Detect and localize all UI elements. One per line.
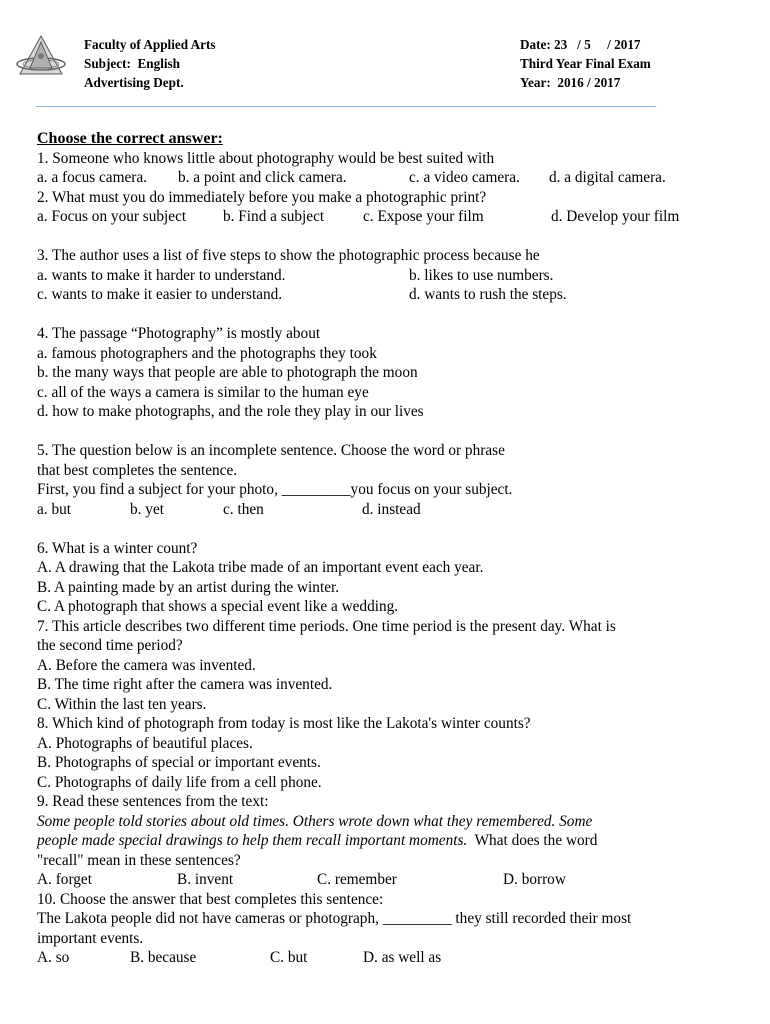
question-10-sentence: The Lakota people did not have cameras or photograph, _________ they still recorded their most [37, 910, 632, 927]
option: c. a video camera. [409, 169, 520, 186]
instructions-title: Choose the correct answer: [37, 130, 223, 147]
question-5-sentence: First, you find a subject for your photo, _________you focus on your subject. [37, 481, 513, 498]
option: d. instead [362, 500, 421, 518]
option: c. then [223, 500, 264, 518]
option: d. Develop your film [551, 208, 680, 225]
option: b. yet [130, 500, 164, 518]
question-5: 5. The question below is an incomplete sentence. Choose the word or phrase [37, 442, 505, 459]
question-9-quote: Some people told stories about old times. Others wrote down what they remembered. Some [37, 812, 593, 830]
question-1-options [37, 168, 762, 188]
option: C. Photographs of daily life from a cell phone. [37, 773, 322, 791]
question-2-options [37, 207, 762, 227]
academic-year: Year: 2016 / 2017 [520, 75, 621, 90]
faculty-name: Faculty of Applied Arts [84, 37, 216, 52]
question-5-line: that best completes the sentence. [37, 461, 238, 479]
option: a. wants to make it harder to understand. [37, 266, 286, 284]
option: B. invent [177, 871, 234, 888]
question-5-options [37, 500, 762, 520]
option: D. as well as [363, 949, 442, 966]
department: Advertising Dept. [84, 75, 184, 90]
option: C. but [270, 949, 308, 966]
header-divider [36, 106, 656, 107]
option: a. Focus on your subject [37, 208, 187, 225]
option: c. wants to make it easier to understand. [37, 286, 283, 303]
option: A. so [37, 949, 70, 966]
option: c. Expose your film [363, 208, 484, 225]
question-10-sentence-end: important events. [37, 929, 144, 947]
question-10-options [37, 948, 762, 968]
option: B. because [130, 949, 197, 966]
question-3-options [37, 285, 762, 305]
question-3: 3. The author uses a list of five steps to show the photographic process because he [37, 247, 540, 264]
option: d. how to make photographs, and the role they play in our lives [37, 403, 424, 420]
option: b. Find a subject [223, 208, 325, 225]
option: d. wants to rush the steps. [409, 286, 567, 303]
option: D. borrow [503, 871, 566, 888]
option: a. a focus camera. [37, 169, 147, 186]
option: d. a digital camera. [549, 169, 666, 186]
question-6: 6. What is a winter count? [37, 539, 198, 557]
option: A. forget [37, 871, 92, 888]
question-2: 2. What must you do immediately before you make a photographic print? [37, 188, 487, 206]
quote-text: people made special drawings to help them recall important moments. [37, 832, 468, 849]
question-8: 8. Which kind of photograph from today is most like the Lakota's winter counts? [37, 715, 531, 732]
option: b. a point and click camera. [178, 169, 347, 186]
question-9: 9. Read these sentences from the text: [37, 793, 269, 810]
option: b. the many ways that people are able to photograph the moon [37, 364, 418, 381]
question-7-line: the second time period? [37, 637, 183, 654]
header-right [520, 35, 651, 92]
question-3-options [37, 266, 762, 286]
option: C. remember [317, 871, 397, 888]
option: B. A painting made by an artist during the winter. [37, 578, 340, 596]
option: B. The time right after the camera was invented. [37, 676, 333, 693]
question-4: 4. The passage “Photography” is mostly about [37, 325, 321, 342]
subject: Subject: English [84, 56, 180, 71]
option: b. likes to use numbers. [409, 266, 554, 284]
header-left [84, 35, 216, 92]
exam-body [37, 129, 762, 968]
question-9-quote-line [37, 831, 762, 851]
option: c. all of the ways a camera is similar to the human eye [37, 383, 369, 401]
question-9-prompt-line: "recall" mean in these sentences? [37, 851, 241, 869]
exam-title: Third Year Final Exam [520, 56, 651, 71]
question-10: 10. Choose the answer that best completes this sentence: [37, 890, 384, 908]
option: a. famous photographers and the photographs they took [37, 344, 377, 362]
question-1: 1. Someone who knows little about photography would be best suited with [37, 149, 495, 167]
option: B. Photographs of special or important events. [37, 754, 321, 771]
exam-date: Date: 23 / 5 / 2017 [520, 37, 641, 52]
question-9-options [37, 870, 762, 890]
option: C. A photograph that shows a special event like a wedding. [37, 598, 399, 615]
question-9-prompt: What does the word [467, 832, 598, 849]
option: C. Within the last ten years. [37, 695, 207, 713]
option: A. A drawing that the Lakota tribe made of an important event each year. [37, 559, 484, 576]
option: A. Photographs of beautiful places. [37, 734, 253, 752]
question-7: 7. This article describes two different time periods. One time period is the present day. What is [37, 617, 616, 635]
option: A. Before the camera was invented. [37, 656, 256, 674]
faculty-logo [14, 34, 68, 78]
option: a. but [37, 500, 71, 518]
